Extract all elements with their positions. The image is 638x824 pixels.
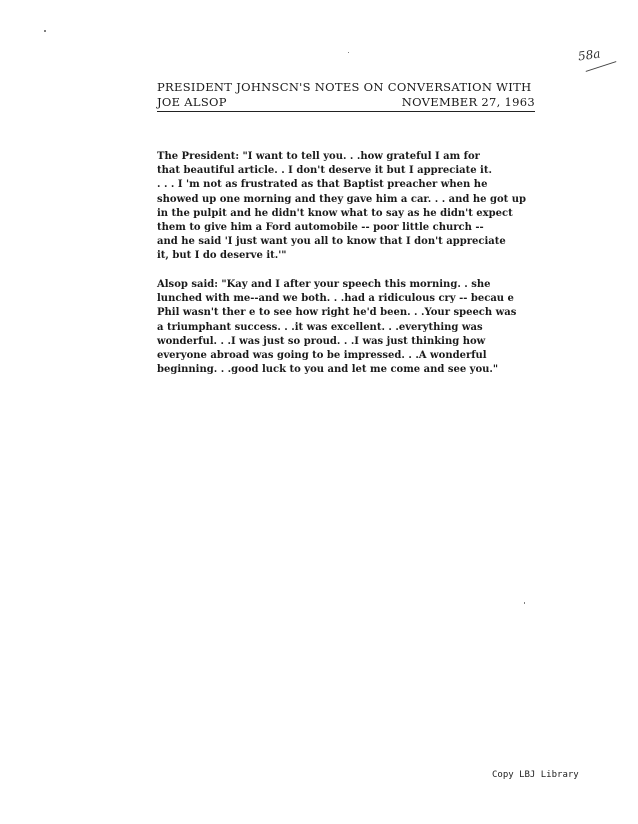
page-number-underline xyxy=(586,61,617,72)
document-header xyxy=(157,80,535,112)
header-subject-date-row xyxy=(157,95,535,112)
scan-speck xyxy=(348,52,349,53)
scan-speck xyxy=(524,602,525,604)
library-copy-stamp: Copy LBJ Library xyxy=(492,770,579,780)
text-line: Alsop said: "Kay and I after your speech this morning. . she xyxy=(157,279,491,290)
conversation-date: NOVEMBER 27, 1963 xyxy=(401,95,535,109)
handwritten-page-number: 58a xyxy=(577,46,602,64)
text-line: showed up one morning and they gave him a car. . . and he got up xyxy=(157,193,527,205)
text-line: them to give him a Ford automobile -- poor little church -- xyxy=(157,221,484,233)
text-line: everyone abroad was going to be impressed. . .A wonderful xyxy=(157,349,487,361)
text-line: a triumphant success. . .it was excellent. . .everything was xyxy=(157,321,483,333)
document-title: PRESIDENT JOHNSCN'S NOTES ON CONVERSATION WITH xyxy=(157,80,532,94)
scan-speck xyxy=(44,30,46,32)
text-line: it, but I do deserve it.'" xyxy=(157,250,287,262)
text-line: . . . I 'm not as frustrated as that Baptist preacher when he xyxy=(157,179,488,191)
text-line: The President: "I want to tell you. . .how grateful I am for xyxy=(157,151,480,162)
text-line: Phil wasn't ther e to see how right he'd been. . .Your speech was xyxy=(157,307,517,319)
text-line: lunched with me--and we both. . .had a ridiculous cry -- becau e xyxy=(157,293,514,305)
text-line: in the pulpit and he didn't know what to say as he didn't expect xyxy=(157,207,513,219)
text-line: wonderful. . .I was just so proud. . .I was just thinking how xyxy=(157,335,486,347)
text-line: that beautiful article. . I don't deserve it but I appreciate it. xyxy=(157,165,492,177)
paragraph-alsop xyxy=(157,278,552,377)
text-line: and he said 'I just want you all to know that I don't appreciate xyxy=(157,236,506,248)
text-line: beginning. . .good luck to you and let me come and see you." xyxy=(157,364,499,376)
conversation-subject: JOE ALSOP xyxy=(157,95,227,109)
paragraph-president xyxy=(157,150,552,264)
